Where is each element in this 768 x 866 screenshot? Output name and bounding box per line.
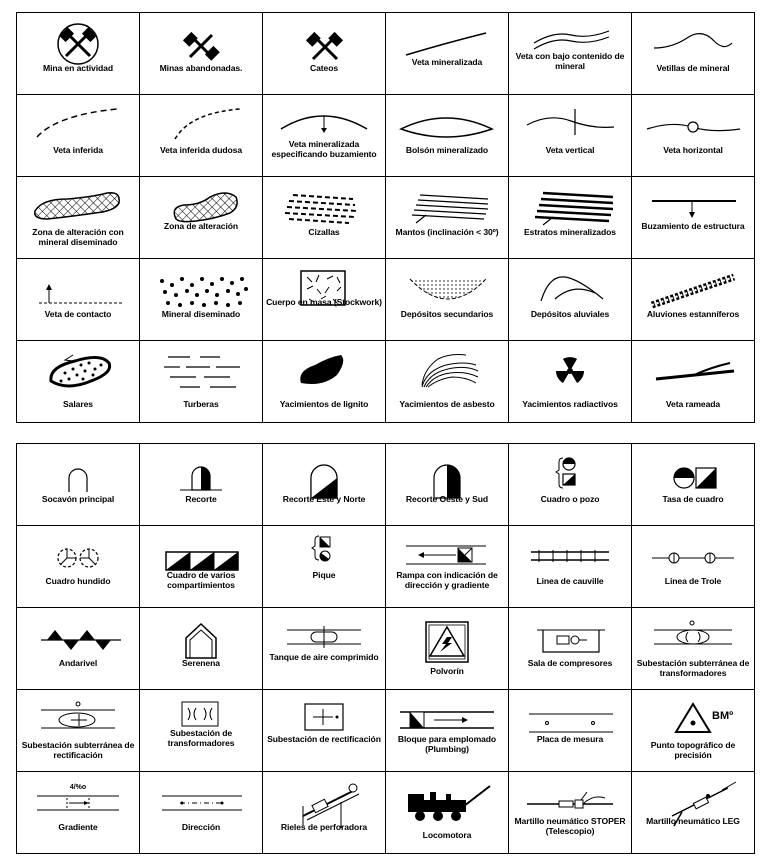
legend-cell-sala-compresores — [509, 608, 632, 690]
legend-label: Rieles de perforadora — [280, 822, 368, 832]
legend-label: Dirección — [181, 822, 221, 832]
legend-label: Tanque de aire comprimido — [269, 652, 379, 662]
legend-label: Cuadro de varios compartimientos — [166, 570, 236, 590]
legend-label: Recorte Este y Norte — [282, 494, 366, 504]
legend-cell-lignito — [263, 341, 386, 423]
legend-label: Veta de contacto — [44, 309, 112, 319]
legend-cell-cuadro-varios — [140, 526, 263, 608]
legend-cell-recorte-este-norte — [263, 444, 386, 526]
legend-cell-turberas — [140, 341, 263, 423]
legend-cell-martillo-leg — [632, 772, 755, 854]
legend-cell-veta-contacto — [17, 259, 140, 341]
legend-label: Recorte — [185, 494, 217, 504]
legend-cell-mineral-diseminado — [140, 259, 263, 341]
legend-cell-veta-vertical — [509, 95, 632, 177]
shaft-rate-icon — [632, 444, 754, 525]
legend-label: Veta inferida — [53, 145, 103, 155]
legend-label: Veta inferida dudosa — [159, 145, 243, 155]
compressor-room-icon — [509, 608, 631, 689]
contact-vein-icon — [17, 259, 139, 340]
legend-label: Serenena — [182, 658, 220, 668]
mineralized-vein-icon — [386, 13, 508, 94]
cableway-icon — [17, 608, 139, 689]
stoper-drill-icon — [509, 772, 631, 853]
alteration-zone-icon — [140, 177, 262, 258]
legend-label: Linea de cauville — [536, 576, 604, 586]
legend-label: Pique — [312, 570, 336, 580]
legend-label: Estratos mineralizados — [524, 227, 616, 237]
secondary-deposits-icon — [386, 259, 508, 340]
legend-label: Turberas — [183, 399, 219, 409]
legend-cell-subestacion-rectificacion — [263, 690, 386, 772]
legend-cell-gradiente — [17, 772, 140, 854]
legend-cell-recorte — [140, 444, 263, 526]
abandoned-mines-icon — [140, 13, 262, 94]
multi-compartment-shaft-icon — [140, 526, 262, 607]
legend-cell-pique — [263, 526, 386, 608]
sunken-shaft-icon — [17, 526, 139, 607]
legend-cell-aluviones — [632, 259, 755, 341]
legend-label: Subestación de rectificación — [267, 734, 381, 744]
legend-cell-locomotora — [386, 772, 509, 854]
salt-flats-icon — [17, 341, 139, 422]
legend-cell-cateos — [263, 13, 386, 95]
legend-label: Cuerpo en masa (Stockwork) — [266, 297, 382, 307]
legend-cell-polvorin — [386, 608, 509, 690]
legend-label: Veta rameada — [665, 399, 721, 409]
legend-label: Mineral diseminado — [161, 309, 241, 319]
legend-cell-bloque-plomada — [386, 690, 509, 772]
main-adit-icon — [17, 444, 139, 525]
benchmark-code: BMº — [712, 710, 734, 722]
radioactive-icon — [509, 341, 631, 422]
legend-label: Veta horizontal — [663, 145, 723, 155]
legend-cell-depositos-secundarios — [386, 259, 509, 341]
legend-cell-subestacion-rectificacion-sub — [17, 690, 140, 772]
legend-cell-recorte-oeste-sud — [386, 444, 509, 526]
disseminated-mineral-icon — [140, 259, 262, 340]
legend-label: Cizallas — [308, 227, 340, 237]
crosscut-west-south-icon — [386, 444, 508, 525]
legend-label: Aluviones estanníferos — [646, 309, 740, 319]
legend-label: Zona de alteración — [163, 221, 239, 231]
legend-label: Salares — [63, 399, 93, 409]
branched-vein-icon — [632, 341, 754, 422]
plumbing-block-icon — [386, 690, 508, 771]
legend-cell-placa-mesura — [509, 690, 632, 772]
legend-label: Recorte Oeste y Sud — [405, 494, 489, 504]
explosives-icon — [386, 608, 508, 689]
legend-label: Yacimientos de lignito — [279, 399, 369, 409]
legend-label: Mantos (inclinación < 30º) — [395, 227, 499, 237]
alluvial-deposits-icon — [509, 259, 631, 340]
legend-cell-subestacion-transformadores — [140, 690, 263, 772]
legend-cell-cuerpo-masa — [263, 259, 386, 341]
doubtful-vein-icon — [140, 95, 262, 176]
rectifier-substation-icon — [263, 690, 385, 771]
legend-label: Cuadro hundido — [45, 576, 111, 586]
measurement-plate-icon — [509, 690, 631, 771]
legend-label: Depósitos secundarios — [400, 309, 494, 319]
legend-cell-buzamiento-estructura — [632, 177, 755, 259]
mineralized-strata-icon — [509, 177, 631, 258]
crosscut-east-north-icon — [263, 444, 385, 525]
legend-label: Veta mineralizada especificando buzamiento — [271, 139, 377, 159]
shaft-icon — [509, 444, 631, 525]
legend-cell-rampa — [386, 526, 509, 608]
legend-cell-asbesto — [386, 341, 509, 423]
locomotive-icon — [386, 772, 508, 853]
legend-cell-veta-inferida — [17, 95, 140, 177]
leg-drill-icon — [632, 772, 754, 853]
legend-cell-linea-cauville — [509, 526, 632, 608]
cauville-line-icon — [509, 526, 631, 607]
legend-cell-linea-trole — [632, 526, 755, 608]
legend-cell-salares — [17, 341, 140, 423]
legend-cell-subestacion-subterranea — [632, 608, 755, 690]
legend-label: Depósitos aluviales — [530, 309, 610, 319]
legend-cell-estratos — [509, 177, 632, 259]
legend-cell-veta-horizontal — [632, 95, 755, 177]
veinlets-icon — [632, 13, 754, 94]
legend-label: Subestación subterránea de transformadores — [636, 658, 750, 678]
legend-cell-tanque-aire — [263, 608, 386, 690]
legend-cell-mantos — [386, 177, 509, 259]
legend-label: Vetillas de mineral — [656, 63, 730, 73]
legend-cell-rieles — [263, 772, 386, 854]
air-tank-icon — [263, 608, 385, 689]
legend-label: Zona de alteración con mineral diseminado — [32, 227, 124, 247]
ore-pocket-icon — [386, 95, 508, 176]
gradient-mark: 4/%o — [69, 784, 87, 791]
legend-cell-veta-rameada — [632, 341, 755, 423]
legend-cell-zona-alteracion — [140, 177, 263, 259]
inferred-vein-icon — [17, 95, 139, 176]
legend-label: Mina en actividad — [43, 63, 113, 73]
legend-cell-bolson — [386, 95, 509, 177]
legend-label: Socavón principal — [41, 494, 115, 504]
legend-label: Tasa de cuadro — [662, 494, 724, 504]
legend-label: Subestación subterránea de rectificación — [21, 740, 135, 760]
structure-dip-icon — [632, 177, 754, 258]
vertical-vein-icon — [509, 95, 631, 176]
legend-cell-minas-abandonadas — [140, 13, 263, 95]
legend-cell-socavon — [17, 444, 140, 526]
legend-label: Rampa con indicación de dirección y gradiente — [396, 570, 498, 590]
mantos-icon — [386, 177, 508, 258]
legend-label: Andarivel — [58, 658, 98, 668]
drill-rails-icon — [263, 772, 385, 853]
legend-label: Locomotora — [422, 830, 472, 840]
legend-label: Buzamiento de estructura — [641, 221, 745, 231]
legend-label: Punto topográfico de precisión — [650, 740, 736, 760]
horizontal-vein-icon — [632, 95, 754, 176]
peat-bogs-icon — [140, 341, 262, 422]
lignite-icon — [263, 341, 385, 422]
legend-label: Linea de Trole — [664, 576, 722, 586]
prospects-icon — [263, 13, 385, 94]
legend-label: Yacimientos de asbesto — [399, 399, 495, 409]
legend-cell-martillo-stoper — [509, 772, 632, 854]
legend-cell-cizallas — [263, 177, 386, 259]
legend-label: Martillo neumático STOPER (Telescopio) — [514, 816, 626, 836]
legend-label: Martillo neumático LEG — [646, 816, 740, 826]
legend-label: Veta mineralizada — [411, 57, 483, 67]
legend-cell-mina-en-actividad — [17, 13, 140, 95]
legend-cell-vetillas — [632, 13, 755, 95]
legend-cell-cuadro-pozo — [509, 444, 632, 526]
legend-cell-veta-inferida-dudosa — [140, 95, 263, 177]
tin-alluvium-icon — [632, 259, 754, 340]
mining-symbol-legend — [16, 443, 755, 854]
crosscut-icon — [140, 444, 262, 525]
legend-label: Sala de compresores — [527, 658, 613, 668]
legend-cell-veta-mineralizada — [386, 13, 509, 95]
legend-label: Subestación de transformadores — [167, 728, 235, 748]
legend-label: Bloque para emplomado (Plumbing) — [397, 734, 497, 754]
legend-label: Cateos — [309, 63, 339, 73]
legend-cell-tasa-cuadro — [632, 444, 755, 526]
legend-label: Placa de mesura — [536, 734, 604, 744]
legend-cell-punto-topografico — [632, 690, 755, 772]
legend-label: Veta con bajo contenido de mineral — [515, 51, 625, 71]
legend-cell-radiactivos — [509, 341, 632, 423]
legend-label: Minas abandonadas. — [159, 63, 243, 73]
legend-cell-serenena — [140, 608, 263, 690]
legend-cell-cuadro-hundido — [17, 526, 140, 608]
shear-zones-icon — [263, 177, 385, 258]
geology-symbol-legend — [16, 12, 755, 423]
direction-icon — [140, 772, 262, 853]
legend-label: Polvorín — [430, 666, 464, 676]
legend-label: Bolsón mineralizado — [405, 145, 489, 155]
legend-cell-veta-bajo-contenido — [509, 13, 632, 95]
ramp-icon — [386, 526, 508, 607]
legend-cell-zona-alteracion-mineral — [17, 177, 140, 259]
trolley-line-icon — [632, 526, 754, 607]
legend-label: Gradiente — [58, 822, 98, 832]
winze-icon — [263, 526, 385, 607]
legend-cell-veta-buzamiento — [263, 95, 386, 177]
legend-label: Cuadro o pozo — [540, 494, 600, 504]
asbestos-icon — [386, 341, 508, 422]
legend-label: Veta vertical — [545, 145, 595, 155]
legend-cell-direccion — [140, 772, 263, 854]
legend-cell-depositos-aluviales — [509, 259, 632, 341]
active-mine-icon — [17, 13, 139, 94]
legend-cell-andarivel — [17, 608, 140, 690]
house-icon — [140, 608, 262, 689]
legend-label: Yacimientos radiactivos — [522, 399, 618, 409]
dip-vein-icon — [263, 95, 385, 176]
